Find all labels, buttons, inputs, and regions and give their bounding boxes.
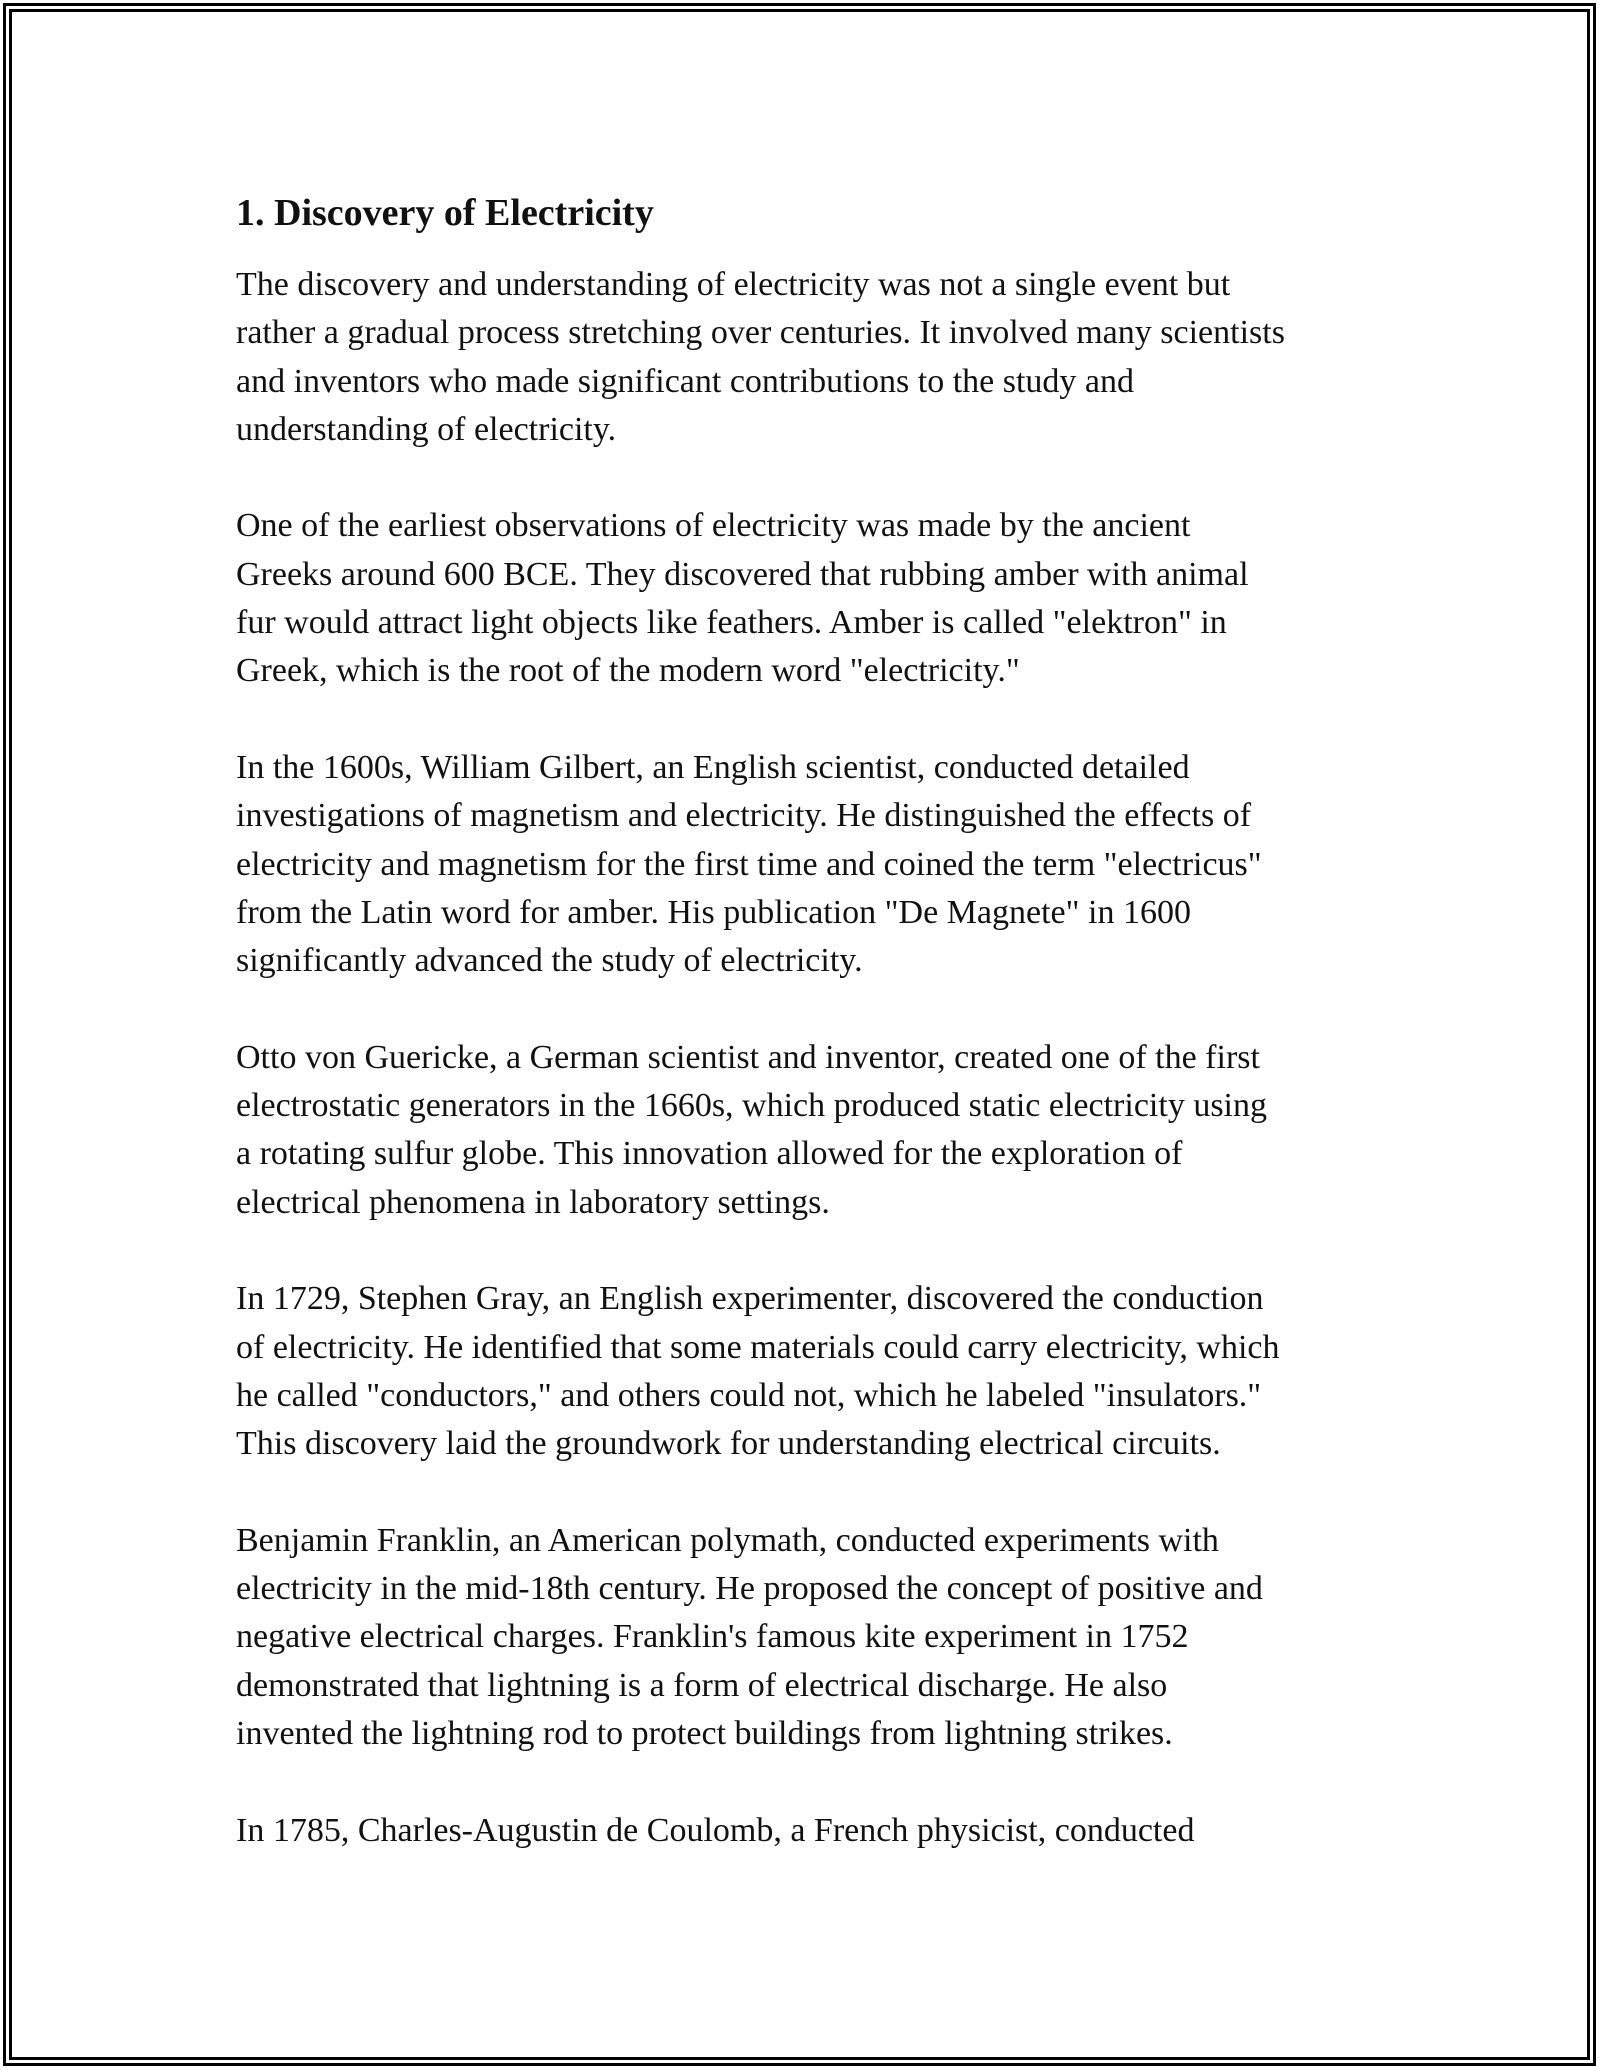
paragraph-line: electrical phenomena in laboratory settings.	[236, 1183, 830, 1221]
paragraph-line: fur would attract light objects like feathers. Amber is called "elektron" in	[236, 604, 1227, 642]
paragraph-stephen-gray	[236, 1275, 1386, 1468]
paragraph-line: significantly advanced the study of electricity.	[236, 942, 863, 980]
paragraph-ancient-greeks	[236, 502, 1386, 695]
paragraph-line: invented the lightning rod to protect buildings from lightning strikes.	[236, 1714, 1173, 1752]
paragraph-line: One of the earliest observations of electricity was made by the ancient	[236, 507, 1191, 545]
paragraph-line: from the Latin word for amber. His publication "De Magnete" in 1600	[236, 893, 1191, 931]
paragraph-william-gilbert	[236, 744, 1386, 985]
paragraph-line: investigations of magnetism and electricity. He distinguished the effects of	[236, 797, 1252, 835]
paragraph-line: In 1729, Stephen Gray, an English experimenter, discovered the conduction	[236, 1280, 1264, 1318]
paragraph-line: Benjamin Franklin, an American polymath, conducted experiments with	[236, 1521, 1219, 1559]
paragraph-line: electrostatic generators in the 1660s, which produced static electricity using	[236, 1087, 1267, 1125]
paragraph-line: electricity in the mid-18th century. He proposed the concept of positive and	[236, 1570, 1263, 1608]
paragraph-line: Greeks around 600 BCE. They discovered that rubbing amber with animal	[236, 555, 1249, 593]
document-body	[236, 185, 1386, 1903]
paragraph-line: rather a gradual process stretching over centuries. It involved many scientists	[236, 314, 1285, 352]
paragraph-line: understanding of electricity.	[236, 410, 617, 448]
paragraph-line: of electricity. He identified that some materials could carry electricity, which	[236, 1328, 1280, 1366]
paragraph-line: In 1785, Charles-Augustin de Coulomb, a French physicist, conducted	[236, 1811, 1195, 1849]
paragraph-line: he called "conductors," and others could not, which he labeled "insulators."	[236, 1376, 1262, 1414]
paragraph-line: and inventors who made significant contributions to the study and	[236, 362, 1135, 400]
paragraph-line: a rotating sulfur globe. This innovation allowed for the exploration of	[236, 1135, 1183, 1173]
paragraph-line: In the 1600s, William Gilbert, an English scientist, conducted detailed	[236, 748, 1190, 786]
section-heading: 1. Discovery of Electricity	[236, 192, 654, 234]
paragraph-line: This discovery laid the groundwork for understanding electrical circuits.	[236, 1425, 1221, 1463]
paragraph-line: The discovery and understanding of electricity was not a single event but	[236, 266, 1231, 303]
paragraph-intro	[236, 261, 1386, 454]
paragraph-line: electricity and magnetism for the first time and coined the term "electricus"	[236, 845, 1262, 883]
paragraph-benjamin-franklin	[236, 1517, 1386, 1758]
paragraph-coulomb	[236, 1807, 1386, 1855]
paragraph-line: negative electrical charges. Franklin's famous kite experiment in 1752	[236, 1618, 1189, 1656]
paragraph-otto-von-guericke	[236, 1034, 1386, 1227]
paragraph-line: demonstrated that lightning is a form of electrical discharge. He also	[236, 1666, 1168, 1704]
paragraph-line: Greek, which is the root of the modern word "electricity."	[236, 652, 1020, 690]
paragraph-line: Otto von Guericke, a German scientist and inventor, created one of the first	[236, 1038, 1260, 1076]
